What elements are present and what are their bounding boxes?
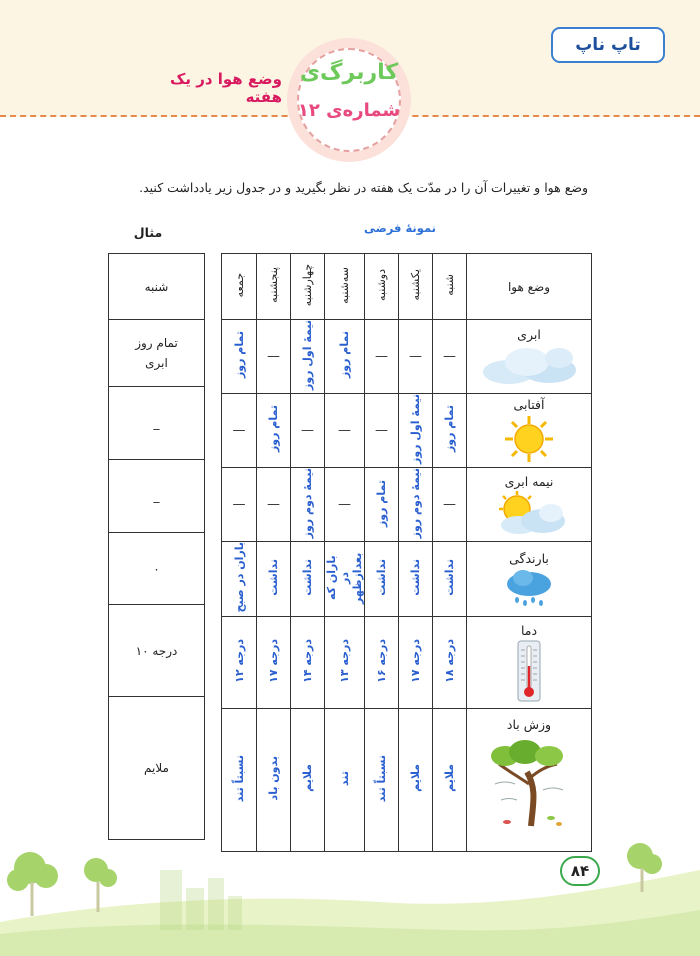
rain-cloud-icon — [505, 568, 553, 608]
cell: نیمهٔ اول روز — [291, 320, 325, 394]
cell: باران که در بعدازظهر — [325, 542, 365, 616]
weather-label: آفتابی — [513, 396, 545, 412]
cell: تمام روز — [222, 320, 257, 394]
page-title: وضع هوا در یک هفته — [169, 70, 282, 106]
cell: تمام روز — [365, 467, 399, 541]
cell: نداشت — [433, 542, 467, 616]
cell: تمام روز — [257, 393, 291, 467]
logo-badge: تاپ ناپ — [551, 27, 665, 63]
weather-label: ابری — [517, 326, 541, 342]
cell: نسبتاً تند — [222, 708, 257, 851]
cell: ۱۳ درجه — [325, 616, 365, 708]
example-cell-rain: ۰ — [109, 533, 205, 605]
weather-label: بارندگی — [509, 550, 549, 566]
cell: — — [365, 320, 399, 394]
cell: — — [222, 467, 257, 541]
day-header-thursday: پنجشنبه — [257, 254, 291, 320]
cell: ۱۴ درجه — [291, 616, 325, 708]
cell: — — [325, 393, 365, 467]
cloud-icon — [479, 344, 579, 386]
cell: باران در صبح — [222, 542, 257, 616]
footer-landscape — [0, 830, 700, 956]
cell: نیمهٔ دوم روز — [291, 467, 325, 541]
cell: نیمهٔ دوم روز — [399, 467, 433, 541]
example-label: مثال — [133, 225, 163, 240]
day-header-sunday: یکشنبه — [399, 254, 433, 320]
weather-type-cell — [467, 467, 592, 541]
weather-type-cell — [467, 542, 592, 616]
example-header-cell: شنبه — [109, 254, 205, 320]
cell: — — [433, 320, 467, 394]
sun-icon — [501, 414, 557, 464]
cell: ۱۸ درجه — [433, 616, 467, 708]
thermometer-icon — [516, 640, 542, 702]
example-cell-temp: ۱۰ درجه — [109, 605, 205, 697]
weather-label: نیمه ابری — [504, 474, 554, 490]
cell: بدون باد — [257, 708, 291, 851]
cell: نداشت — [365, 542, 399, 616]
day-header-wednesday: چهارشنبه — [291, 254, 325, 320]
cell: — — [222, 393, 257, 467]
weather-type-cell — [467, 393, 592, 467]
weather-label: دما — [520, 622, 538, 638]
day-header-friday: جمعه — [222, 254, 257, 320]
weather-type-cell — [467, 616, 592, 708]
cell: ملایم — [291, 708, 325, 851]
weather-type-cell — [467, 320, 592, 394]
cell: — — [257, 320, 291, 394]
cell: نداشت — [399, 542, 433, 616]
cell: — — [257, 467, 291, 541]
weather-header-cell: وضع هوا — [467, 254, 592, 320]
cell: نمام روز — [325, 320, 365, 394]
cell: — — [325, 467, 365, 541]
example-cell-wind: ملایم — [109, 697, 205, 840]
cell: ملایم — [433, 708, 467, 851]
cell: نسبتاً تند — [365, 708, 399, 851]
weather-table — [221, 253, 592, 852]
page-number: ۸۴ — [560, 856, 600, 886]
example-value: تمام روز ابری — [135, 336, 178, 370]
cell: نداشت — [291, 542, 325, 616]
day-header-saturday: شنبه — [433, 254, 467, 320]
cell: — — [399, 320, 433, 394]
cell: ۱۲ درجه — [222, 616, 257, 708]
cell: — — [433, 467, 467, 541]
weather-label: وزش باد — [506, 716, 552, 732]
cell: تند — [325, 708, 365, 851]
worksheet-label: کاربرگ‌ی — [299, 60, 399, 85]
cell: — — [291, 393, 325, 467]
cell: تمام روز — [433, 393, 467, 467]
windy-tree-icon — [487, 734, 571, 830]
partly-cloudy-icon — [489, 491, 569, 535]
cell: ۱۷ درجه — [257, 616, 291, 708]
day-header-tuesday: سه‌شنبه — [325, 254, 365, 320]
worksheet-number: شماره‌ی ۱۲ — [297, 100, 401, 121]
cell: ملایم — [399, 708, 433, 851]
cell: نداشت — [257, 542, 291, 616]
cell: نیمهٔ اول روز — [399, 393, 433, 467]
cell: — — [365, 393, 399, 467]
cell: ۱۶ درجه — [365, 616, 399, 708]
example-cell-cloudy — [109, 320, 205, 387]
day-header-monday: دوشنبه — [365, 254, 399, 320]
hypothetical-label: نمونهٔ فرضی — [364, 221, 436, 235]
example-table — [108, 253, 205, 840]
instruction-text: وضع هوا و تغییرات آن را در مدّت یک هفته در نظر بگیرید و در جدول زیر یادداشت کنید. — [139, 180, 588, 195]
cell: ۱۷ درجه — [399, 616, 433, 708]
example-cell-sunny: _ — [109, 387, 205, 460]
example-cell-partly: _ — [109, 460, 205, 533]
